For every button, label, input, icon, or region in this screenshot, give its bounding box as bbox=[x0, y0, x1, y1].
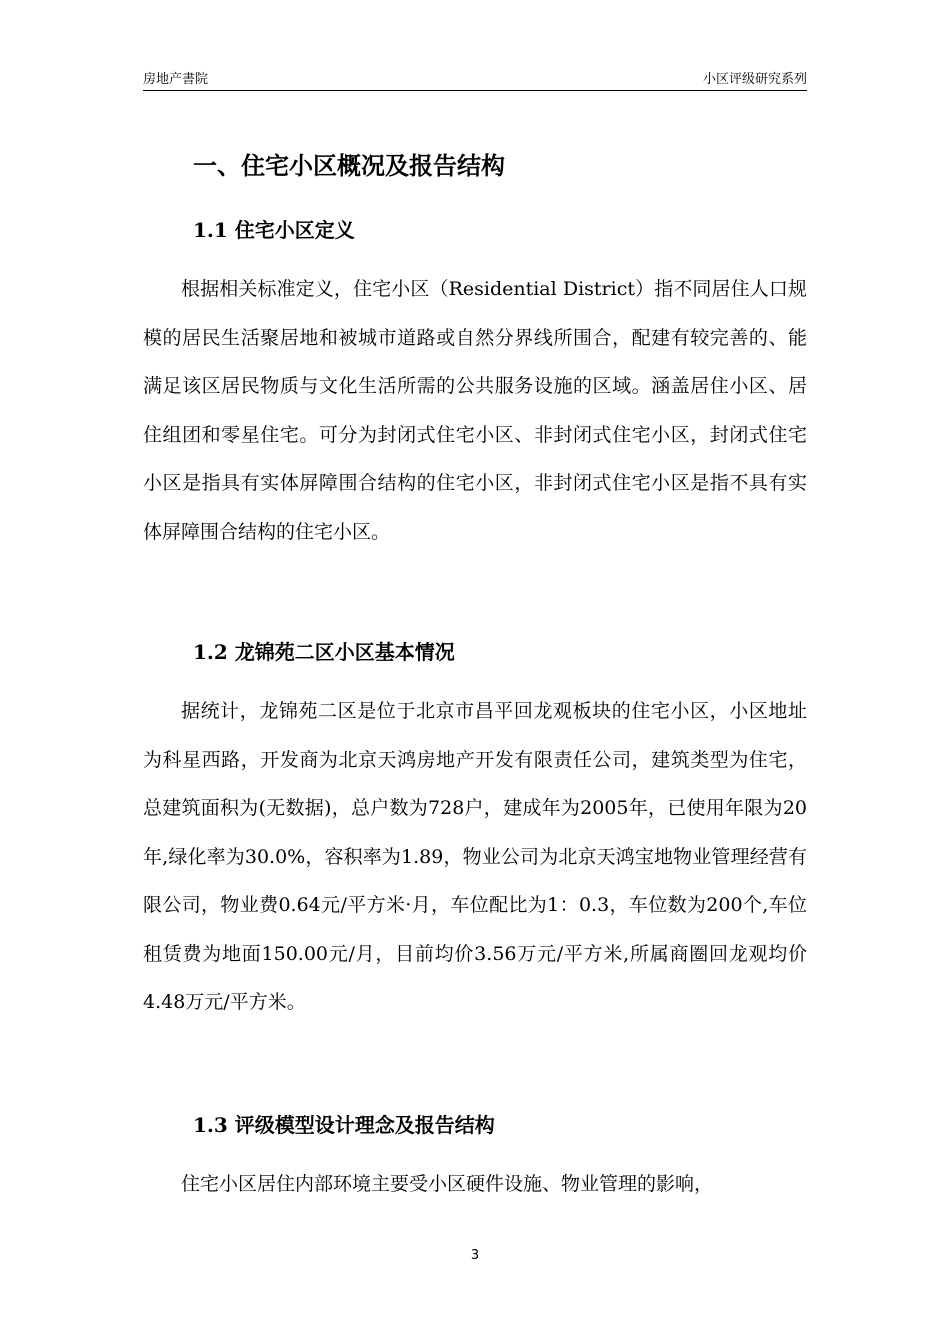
subsection-title-1-3: 1.3 评级模型设计理念及报告结构 bbox=[193, 1113, 495, 1137]
paragraph-basic-info: 据统计，龙锦苑二区是位于北京市昌平回龙观板块的住宅小区，小区地址为科星西路，开发商为北京天鸿房地产开发有限责任公司，建筑类型为住宅，总建筑面积为(无数据)，总户数为728户，建成年为2005年，已使用年限为20年,绿化率为30.0%，容积率为1.89，物业公司为北京天鸿宝地物业管理经营有限公司，物业费0.64元/平方米·月，车位配比为1：0.3，车位数为200个,车位租赁费为地面150.00元/月，目前均价3.56万元/平方米,所属商圈回龙观均价4.48万元/平方米。 bbox=[143, 700, 807, 1013]
paragraph-model-design: 住宅小区居住内部环境主要受小区硬件设施、物业管理的影响， bbox=[181, 1173, 714, 1195]
page-number: 3 bbox=[470, 1248, 480, 1263]
section-title: 一、住宅小区概况及报告结构 bbox=[193, 151, 505, 180]
paragraph-definition: 根据相关标准定义，住宅小区（Residential District）指不同居住人口规模的居民生活聚居地和被城市道路或自然分界线所围合，配建有较完善的、能满足该区居民物质与文化生活所需的公共服务设施的区域。涵盖居住小区、居住组团和零星住宅。可分为封闭式住宅小区、非封闭式住宅小区，封闭式住宅小区是指具有实体屏障围合结构的住宅小区，非封闭式住宅小区是指不具有实体屏障围合结构的住宅小区。 bbox=[143, 278, 807, 543]
page-header bbox=[143, 66, 807, 91]
header-series-title: 小区评级研究系列 bbox=[702, 72, 807, 87]
subsection-title-1-2: 1.2 龙锦苑二区小区基本情况 bbox=[193, 640, 455, 664]
subsection-title-1-1: 1.1 住宅小区定义 bbox=[193, 218, 355, 242]
header-publisher: 房地产書院 bbox=[143, 72, 209, 87]
